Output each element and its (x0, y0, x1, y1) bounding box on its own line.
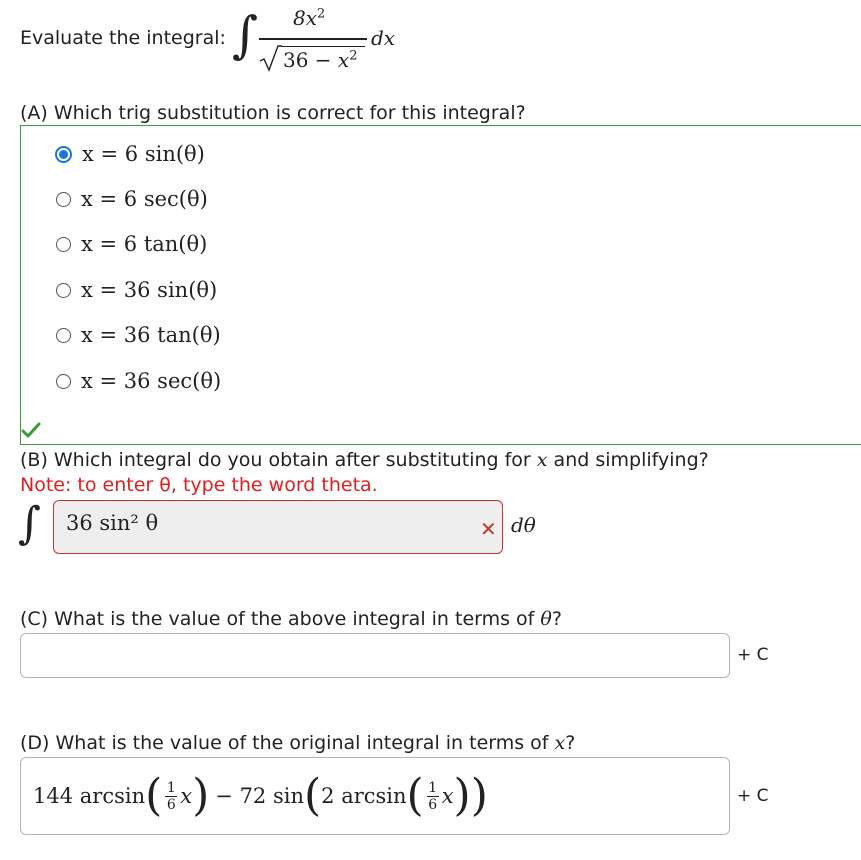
fraction-bar (259, 38, 367, 40)
radio[interactable] (56, 237, 71, 252)
option-label: x = 6 sin(θ) (82, 142, 205, 166)
option-label: x = 6 sec(θ) (81, 187, 208, 211)
partC-question: (C) What is the value of the above integral in terms of θ? (20, 608, 562, 630)
partB-differential: dθ (511, 513, 536, 537)
integral-numerator: $8x^2$ (293, 6, 326, 30)
integral-sign-icon: ∫ (18, 498, 41, 549)
option-label: x = 36 sec(θ) (81, 369, 222, 393)
partB-answer-value: 36 sin² θ (66, 511, 159, 535)
radical-icon (258, 43, 282, 73)
radio[interactable] (56, 283, 71, 298)
option-36sin[interactable] (56, 275, 217, 305)
option-6sin[interactable] (56, 139, 205, 169)
integral-sign-icon: ∫ (232, 6, 259, 64)
option-36tan[interactable] (56, 320, 221, 350)
partC-constant: + C (737, 645, 769, 665)
partC-answer-input[interactable] (20, 633, 730, 678)
x-mark-icon: ✕ (480, 517, 497, 541)
option-label: x = 6 tan(θ) (81, 232, 208, 256)
partD-constant: + C (737, 786, 769, 806)
option-6tan[interactable] (56, 229, 207, 259)
option-36sec[interactable] (56, 366, 221, 396)
checkmark-icon (21, 422, 41, 438)
partB-note: Note: to enter θ, type the word theta. (20, 474, 378, 496)
partA-question: (A) Which trig substitution is correct for this integral? (20, 102, 526, 124)
option-6sec[interactable] (56, 184, 208, 214)
integral-differential: dx (371, 26, 396, 50)
option-label: x = 36 tan(θ) (81, 323, 221, 347)
partD-question: (D) What is the value of the original integral in terms of x? (20, 732, 576, 754)
option-label: x = 36 sin(θ) (81, 278, 218, 302)
partB-question: (B) Which integral do you obtain after substituting for x and simplifying? (20, 449, 709, 471)
radio[interactable] (56, 192, 71, 207)
radio[interactable] (56, 374, 71, 389)
integral-prompt: Evaluate the integral: (20, 27, 226, 49)
radio-selected[interactable] (55, 146, 72, 163)
integral-denominator: $36 - x^2$ (258, 43, 368, 73)
partD-answer-value: 144 arcsin ( 1 6 x ) − 72 sin ( 2 arcsin ( 1 6 x ) ) (33, 770, 488, 821)
radio[interactable] (56, 328, 71, 343)
